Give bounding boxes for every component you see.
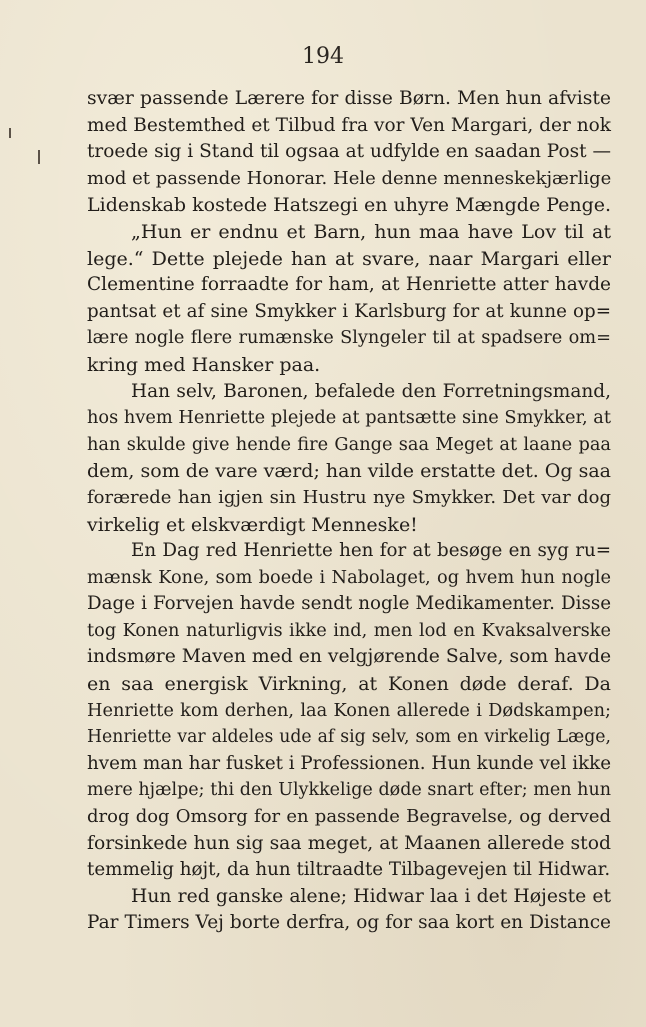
text-line: Par Timers Vej borte derfra, og for saa kort en Distance <box>87 912 611 934</box>
text-line: mod et passende Honorar. Hele denne menneskekjærlige <box>87 167 612 189</box>
text-line: mænsk Kone, som boede i Nabolaget, og hvem hun nogle <box>87 567 611 588</box>
text-line: hvem man har fusket i Professionen. Hun kunde vel ikke <box>87 752 611 774</box>
body-text <box>87 86 611 937</box>
text-line: indsmøre Maven med en velgjørende Salve, som havde <box>87 646 612 668</box>
margin-mark <box>38 150 40 164</box>
text-line: pantsat et af sine Smykker i Karlsburg for at kunne op= <box>87 300 611 322</box>
text-line: Han selv, Baronen, befalede den Forretningsmand, <box>131 380 611 402</box>
text-line: Henriette kom derhen, laa Konen allerede i Dødskampen; <box>87 700 611 721</box>
text-line: forsinkede hun sig saa meget, at Maanen allerede stod <box>87 832 611 854</box>
text-line: kring med Hansker paa. <box>87 353 321 376</box>
text-line: mere hjælpe; thi den Ulykkelige døde snart efter; men hun <box>87 780 611 801</box>
text-line: Clementine forraadte for ham, at Henriette atter havde <box>87 274 611 296</box>
text-line: „Hun er endnu et Barn, hun maa have Lov til at <box>131 220 611 243</box>
page-number: 194 <box>302 44 344 69</box>
text-line: en saa energisk Virkning, at Konen døde deraf. Da <box>87 673 611 696</box>
text-line: temmelig højt, da hun tiltraadte Tilbagevejen til Hidwar. <box>87 859 611 881</box>
text-line: tog Konen naturligvis ikke ind, men lod en Kvaksalverske <box>87 620 611 641</box>
text-line: En Dag red Henriette hen for at besøge en syg ru= <box>131 540 611 562</box>
text-line: hos hvem Henriette plejede at pantsætte sine Smykker, at <box>87 408 611 429</box>
text-line: Dage i Forvejen havde sendt nogle Medikamenter. Disse <box>87 593 611 615</box>
text-line: han skulde give hende fire Gange saa Meget at laane paa <box>87 434 611 455</box>
text-line: lære nogle flere rumænske Slyngeler til at spadsere om= <box>87 328 611 349</box>
margin-mark <box>9 128 11 138</box>
text-line: virkelig et elskværdigt Menneske! <box>87 513 418 536</box>
text-line: forærede han igjen sin Hustru nye Smykker. Det var dog <box>87 486 611 508</box>
text-line: Henriette var aldeles ude af sig selv, som en virkelig Læge, <box>87 727 611 748</box>
text-line: Hun red ganske alene; Hidwar laa i det Højeste et <box>131 885 611 907</box>
text-line: lege.“ Dette plejede han at svare, naar Margari eller <box>87 247 611 270</box>
text-line: Lidenskab kostede Hatszegi en uhyre Mængde Penge. <box>87 194 612 217</box>
text-line: svær passende Lærere for disse Børn. Men hun afviste <box>87 88 611 109</box>
text-line: med Bestemthed et Tilbud fra vor Ven Margari, der nok <box>87 114 611 136</box>
text-line: troede sig i Stand til ogsaa at udfylde en saadan Post — <box>87 141 611 163</box>
text-line: dem, som de vare værd; han vilde erstatte det. Og saa <box>87 460 611 483</box>
text-line: drog dog Omsorg for en passende Begravelse, og derved <box>87 806 611 828</box>
